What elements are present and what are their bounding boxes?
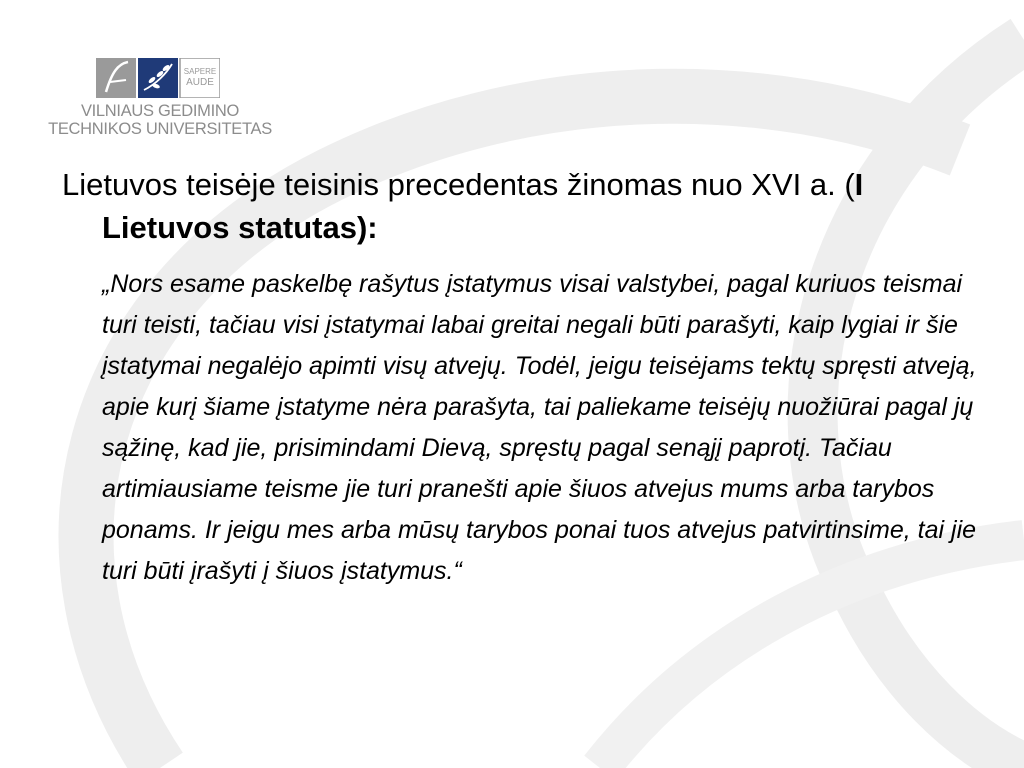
university-logo [30, 58, 290, 144]
slide-heading [62, 163, 982, 249]
heading-bold-text: I Lietuvos statutas): [102, 167, 864, 245]
logo-university-name-line1: VILNIAUS GEDIMINO [80, 102, 240, 120]
heading-text: Lietuvos teisėje teisinis precedentas žinomas nuo XVI a. ( [62, 167, 855, 202]
seal-text-top: SAPERE [183, 67, 217, 76]
statute-quote: „Nors esame paskelbę rašytus įstatymus visai valstybei, pagal kuriuos teismai turi teisti, tačiau visi įstatymai labai greitai negali būti parašyti, kaip lygiai ir šie įstatymai negalėjo apimti visų atvejų. Todėl, jeigu teisėjams tektų spręsti atveją, apie kurį šiame įstatyme nėra parašyta, tai paliekame teisėjų nuožiūrai pagal jų sąžinę, kad jie, prisimindami Dievą, spręstų pagal senąjį paprotį. Tačiau artimiausiame teisme jie turi pranešti apie šiuos atvejus mums arba tarybos ponams. Ir jeigu mes arba mūsų tarybos ponai tuos atvejus patvirtinsime, tai jie turi būti įrašyti į šiuos įstatymus.“ [102, 270, 977, 585]
logo-university-name-line2: TECHNIKOS UNIVERSITETAS [48, 120, 272, 138]
slide-content [62, 163, 982, 592]
seal-text-bottom: AUDE [186, 77, 214, 88]
logo-emblem [96, 58, 220, 98]
